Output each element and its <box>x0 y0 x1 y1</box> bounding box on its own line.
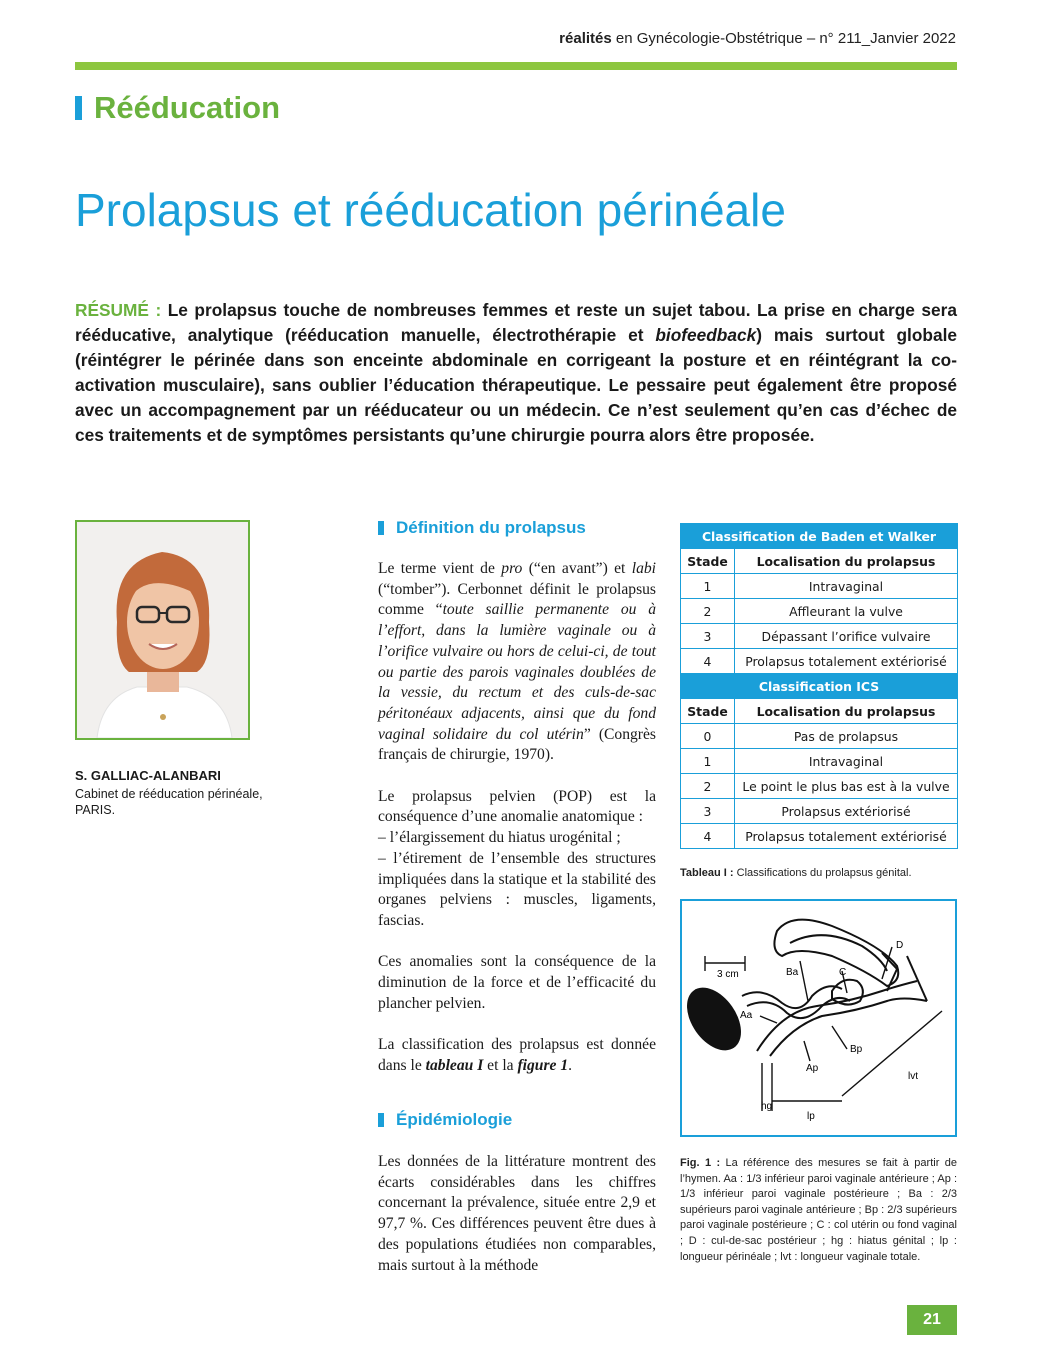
journal-header <box>559 30 956 47</box>
table-caption <box>680 866 912 882</box>
section-tag <box>75 90 280 126</box>
cell-stade: 3 <box>681 624 735 649</box>
cell-stade: 2 <box>681 599 735 624</box>
journal-name: réalités <box>559 30 612 47</box>
p4-text-b: et la <box>483 1056 518 1074</box>
p4-table-ref: tableau I <box>425 1056 484 1074</box>
col-header-localisation: Localisation du prolapsus <box>735 699 958 724</box>
table-title-ics: Classification ICS <box>681 674 958 699</box>
section-heading-definition <box>378 518 586 538</box>
p1-text-c: (“tomber”). Cerbonnet définit le prolapsus comme “ <box>378 580 656 619</box>
abstract-text-1: Le prolapsus touche de nombreuses femmes et reste un sujet tabou. La prise en charge sera rééducative, analytique (rééducation manuelle, électrothérapie et <box>75 300 957 345</box>
heading-marker <box>378 521 384 535</box>
figure-caption-label: Fig. 1 : <box>680 1157 721 1169</box>
cell-localisation: Affleurant la vulve <box>735 599 958 624</box>
label-ba: Ba <box>786 967 799 978</box>
p1-quote: toute saillie permanente ou à l’effort, dans la lumière vaginale ou à l’orifice vulvaire ou hors de celui-ci, de tout ou partie des parois vaginales doublées de la vessie, du rectum et des culs-de-sac péritonéaux adjacents, ainsi que du fond vaginal solidaire du col utérin <box>378 601 656 743</box>
author-name: S. GALLIAC-ALANBARI <box>75 768 221 783</box>
table-row <box>681 749 958 774</box>
cell-localisation: Prolapsus extériorisé <box>735 799 958 824</box>
author-portrait <box>77 522 248 738</box>
classification-table-wrap <box>680 523 958 849</box>
section-epidemiology-body <box>378 1152 656 1297</box>
heading-text: Épidémiologie <box>396 1110 513 1129</box>
table-caption-label: Tableau I : <box>680 867 734 879</box>
table-row <box>681 574 958 599</box>
table-row <box>681 824 958 849</box>
p1-text-a: Le terme vient de <box>378 560 502 577</box>
paragraph-1 <box>378 559 656 766</box>
pelvic-diagram <box>682 901 955 1135</box>
paragraph-2 <box>378 787 656 932</box>
author-photo <box>75 520 250 740</box>
section-definition-body <box>378 559 656 1097</box>
cell-localisation: Intravaginal <box>735 574 958 599</box>
section-tag-label: Rééducation <box>94 90 281 125</box>
p2-intro: Le prolapsus pelvien (POP) est la conséquence d’une anomalie anatomique : <box>378 787 656 826</box>
col-header-stade: Stade <box>681 549 735 574</box>
cell-stade: 0 <box>681 724 735 749</box>
header-rule <box>75 62 957 70</box>
p2-item-1: – l’élargissement du hiatus urogénital ; <box>378 829 621 847</box>
heading-text: Définition du prolapsus <box>396 518 586 537</box>
col-header-localisation: Localisation du prolapsus <box>735 549 958 574</box>
section-tag-bar <box>75 96 82 120</box>
abstract <box>75 298 957 448</box>
p1-text-d: ” (Congrès français de chirurgie, 1970). <box>378 725 656 764</box>
cell-localisation: Dépassant l’orifice vulvaire <box>735 624 958 649</box>
label-c: C <box>839 967 847 978</box>
cell-localisation: Intravaginal <box>735 749 958 774</box>
p4-figure-ref: figure 1 <box>517 1056 569 1074</box>
table-title-baden-walker: Classification de Baden et Walker <box>681 524 958 549</box>
table-header-row <box>681 549 958 574</box>
label-aa: Aa <box>740 1010 753 1021</box>
col-header-stade: Stade <box>681 699 735 724</box>
section-heading-epidemiology <box>378 1110 512 1130</box>
author-affiliation <box>75 786 275 818</box>
figure-1 <box>680 899 957 1137</box>
p1-pro: pro <box>501 560 523 577</box>
abstract-italic: biofeedback <box>655 325 757 345</box>
cell-localisation: Prolapsus totalement extériorisé <box>735 824 958 849</box>
paragraph-3: Ces anomalies sont la conséquence de la diminution de la force et de l’efficacité du plancher pelvien. <box>378 953 656 1012</box>
table-row <box>681 624 958 649</box>
heading-marker <box>378 1113 384 1127</box>
p4-text-c: . <box>568 1056 573 1074</box>
table-row <box>681 724 958 749</box>
cell-stade: 4 <box>681 649 735 674</box>
label-3cm: 3 cm <box>717 969 739 980</box>
abstract-text-2: ) mais surtout globale (réintégrer le périnée dans son enceinte abdominale en corrigeant la posture et en réintégrant la co-activation musculaire), sans oublier l’éducation thérapeutique. Le pessaire peut également être proposé avec un accompagnement par un rééducateur ou un médecin. Ce n’est seulement qu’en cas d’échec de ces traitements et de symptômes persistants qu’une chirurgie pourra alors être proposée. <box>75 325 957 445</box>
p1-text-b: (“en avant”) et <box>522 560 632 577</box>
classification-table <box>680 523 958 849</box>
table-header-row <box>681 699 958 724</box>
cell-stade: 1 <box>681 749 735 774</box>
table-row <box>681 599 958 624</box>
cell-stade: 1 <box>681 574 735 599</box>
figure-caption <box>680 1156 957 1265</box>
p1-labi: labi <box>631 560 657 577</box>
cell-stade: 4 <box>681 824 735 849</box>
label-lp: lp <box>807 1111 815 1122</box>
label-bp: Bp <box>850 1044 863 1055</box>
cell-stade: 2 <box>681 774 735 799</box>
label-ap: Ap <box>806 1063 819 1074</box>
abstract-label: RÉSUMÉ : <box>75 300 162 320</box>
figure-caption-text: La référence des mesures se fait à partir de l’hymen. Aa : 1/3 inférieur paroi vaginale antérieure ; Ap : 1/3 inférieur paroi vaginale postérieure ; Ba : 2/3 supérieurs paroi vaginale antérieure ; Bp : 2/3 supérieurs paroi vaginale postérieure ; C : col utérin ou fond vaginal ; D : cul-de-sac postérieur ; hg : hiatus génital ; lp : longueur périnéale ; lvt : longueur vaginale totale. <box>680 1157 957 1263</box>
paragraph-4 <box>378 1035 656 1076</box>
p2-item-2: – l’étirement de l’ensemble des structures impliquées dans la statique et la stabilité des organes pelviens : muscles, ligaments, fascias. <box>378 849 656 929</box>
label-hg: hg <box>761 1101 773 1112</box>
cell-localisation: Pas de prolapsus <box>735 724 958 749</box>
page-number: 21 <box>907 1305 957 1335</box>
p4-text-a: La classification des prolapsus est donnée dans le <box>378 1036 656 1074</box>
label-d: D <box>896 940 904 951</box>
journal-issue: en Gynécologie-Obstétrique – n° 211_Janvier 2022 <box>611 30 956 47</box>
paragraph-epi-1: Les données de la littérature montrent des écarts considérables dans les chiffres concernant la prévalence, située entre 2,9 et 97,7 %. Ces différences peuvent être dues à des populations étudiées non comparables, mais surtout à la méthode <box>378 1153 656 1274</box>
affiliation-line-1: Cabinet de rééducation périnéale, <box>75 787 263 801</box>
label-lvt: lvt <box>908 1071 918 1082</box>
table-title-row <box>681 674 958 699</box>
table-row <box>681 799 958 824</box>
affiliation-line-2: PARIS. <box>75 803 116 817</box>
table-title-row <box>681 524 958 549</box>
table-caption-text: Classifications du prolapsus génital. <box>733 867 912 879</box>
cell-localisation: Le point le plus bas est à la vulve <box>735 774 958 799</box>
table-row <box>681 774 958 799</box>
cell-stade: 3 <box>681 799 735 824</box>
cell-localisation: Prolapsus totalement extériorisé <box>735 649 958 674</box>
page-title: Prolapsus et rééducation périnéale <box>75 184 786 236</box>
table-row <box>681 649 958 674</box>
